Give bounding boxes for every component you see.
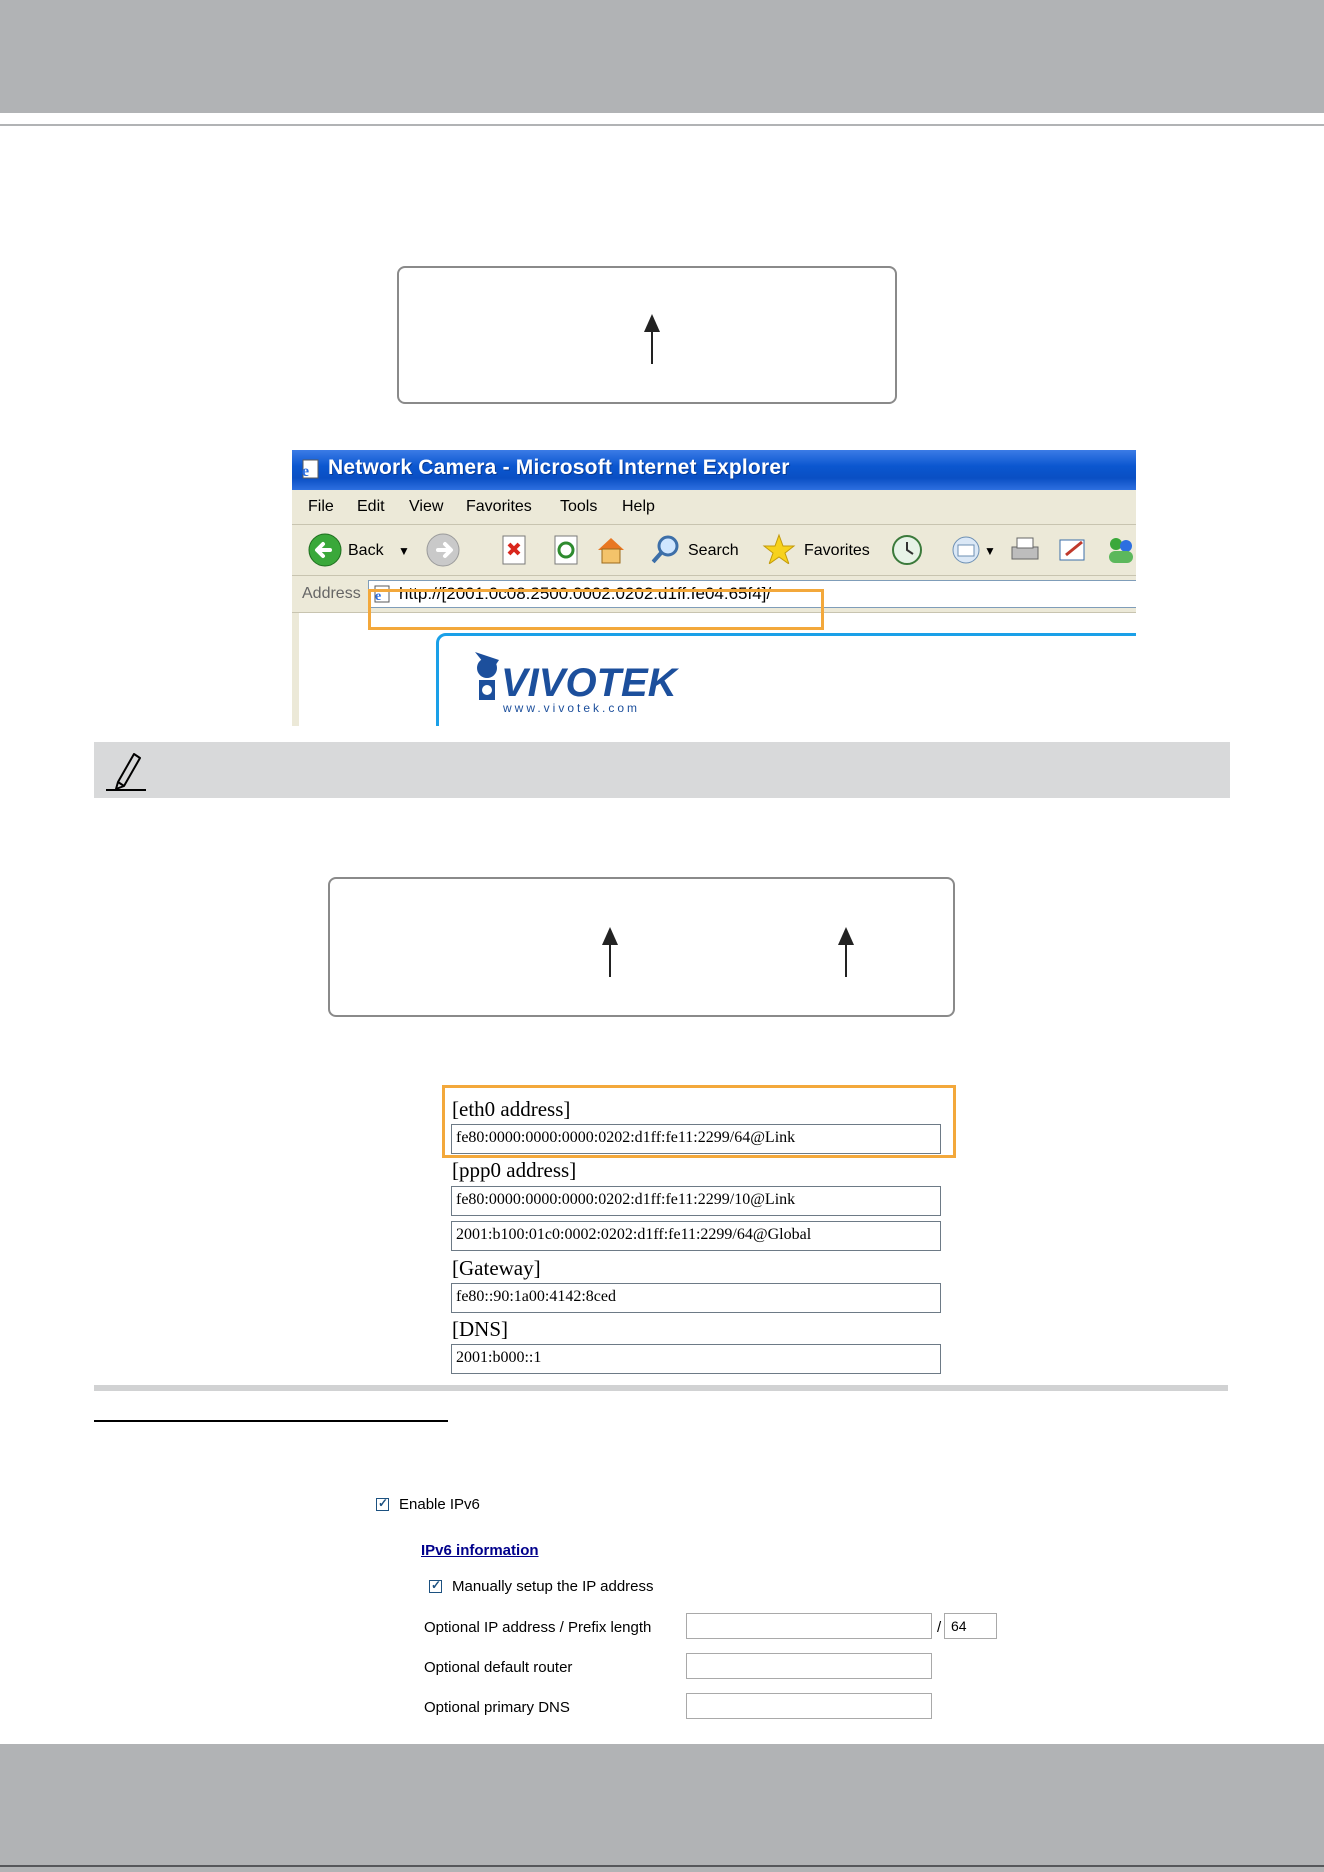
browser-titlebar (292, 450, 1136, 490)
svg-text:e: e (375, 589, 382, 603)
address-label: Address (302, 585, 361, 602)
note-bar (94, 742, 1230, 798)
manual-setup-checkbox[interactable]: ✓ (431, 1578, 442, 1592)
refresh-icon[interactable] (550, 533, 584, 567)
ppp0-global-address-field (451, 1221, 941, 1251)
home-icon[interactable] (594, 533, 628, 567)
ppp0-address-label: [ppp0 address] (452, 1158, 577, 1182)
default-router-input[interactable] (686, 1653, 932, 1679)
favorites-button[interactable]: Favorites (804, 542, 870, 559)
forward-arrow-icon[interactable] (426, 533, 460, 567)
svg-text:www.vivotek.com: www.vivotek.com (503, 701, 641, 715)
footer-rule (0, 1865, 1324, 1867)
footer-band (0, 1744, 1324, 1872)
heading-underline (94, 1420, 448, 1422)
section-divider (94, 1385, 1228, 1391)
menu-view[interactable]: View (409, 498, 444, 515)
mail-dropdown-icon[interactable]: ▼ (984, 544, 996, 558)
enable-ipv6-label: Enable IPv6 (399, 1496, 480, 1513)
edit-icon[interactable] (1056, 533, 1090, 567)
svg-text:e: e (302, 463, 310, 480)
browser-screenshot (292, 450, 1136, 726)
optional-ip-label: Optional IP address / Prefix length (424, 1619, 652, 1636)
dns-value: 2001:b000::1 (456, 1349, 542, 1366)
search-button[interactable]: Search (688, 542, 739, 559)
ppp0-link-address-field (451, 1186, 941, 1216)
print-icon[interactable] (1008, 533, 1042, 567)
address-highlight-box (368, 589, 824, 630)
dns-field (451, 1344, 941, 1374)
history-icon[interactable] (890, 533, 924, 567)
ppp0-link-address-value: fe80:0000:0000:0000:0202:d1ff:fe11:2299/10@Link (456, 1191, 796, 1208)
header-rule (0, 124, 1324, 126)
default-router-label: Optional default router (424, 1659, 573, 1676)
gateway-label: [Gateway] (452, 1256, 541, 1280)
browser-menubar (292, 490, 1136, 525)
menu-edit[interactable]: Edit (357, 498, 385, 515)
prefix-separator: / (937, 1619, 942, 1636)
prefix-length-input[interactable] (944, 1613, 997, 1639)
menu-favorites[interactable]: Favorites (466, 498, 532, 515)
menu-file[interactable]: File (308, 498, 334, 515)
callout-frame-top (397, 266, 897, 404)
eth0-address-field (451, 1124, 941, 1154)
svg-text:VIVOTEK: VIVOTEK (501, 661, 677, 705)
eth0-address-label: [eth0 address] (452, 1097, 571, 1121)
browser-toolbar (292, 525, 1136, 576)
primary-dns-input[interactable] (686, 1693, 932, 1719)
stop-icon[interactable] (498, 533, 532, 567)
header-band (0, 0, 1324, 113)
vivotek-page-panel (436, 633, 1136, 726)
gateway-value: fe80::90:1a00:4142:8ced (456, 1288, 616, 1305)
primary-dns-label: Optional primary DNS (424, 1699, 570, 1716)
menu-tools[interactable]: Tools (560, 498, 598, 515)
pencil-icon (104, 748, 148, 792)
manual-setup-label: Manually setup the IP address (452, 1578, 654, 1595)
vivotek-logo (469, 646, 689, 716)
menu-help[interactable]: Help (622, 498, 655, 515)
enable-ipv6-checkbox[interactable]: ✓ (378, 1496, 389, 1510)
eth0-address-value: fe80:0000:0000:0000:0202:d1ff:fe11:2299/64@Link (456, 1129, 796, 1146)
back-arrow-icon[interactable] (308, 533, 342, 567)
browser-title: Network Camera - Microsoft Internet Explorer (328, 456, 790, 479)
browser-left-pane (292, 613, 299, 726)
callout-frame-bottom (328, 877, 955, 1017)
back-button[interactable]: Back (348, 542, 384, 559)
messenger-icon[interactable] (1104, 533, 1136, 567)
ie-page-icon (300, 458, 322, 480)
ipv6-information-link[interactable]: IPv6 information (421, 1542, 539, 1559)
favorites-star-icon[interactable] (762, 533, 796, 567)
dns-label: [DNS] (452, 1317, 508, 1341)
mail-icon[interactable] (950, 533, 984, 567)
optional-ip-input[interactable] (686, 1613, 932, 1639)
gateway-field (451, 1283, 941, 1313)
search-icon[interactable] (648, 533, 682, 567)
address-url: http://[2001:0c08:2500:0002:0202:d1ff:fe04:65f4]/ (399, 584, 772, 603)
prefix-length-value: 64 (951, 1618, 967, 1634)
back-dropdown-icon[interactable]: ▼ (398, 544, 410, 558)
ppp0-global-address-value: 2001:b100:01c0:0002:0202:d1ff:fe11:2299/64@Global (456, 1226, 812, 1243)
